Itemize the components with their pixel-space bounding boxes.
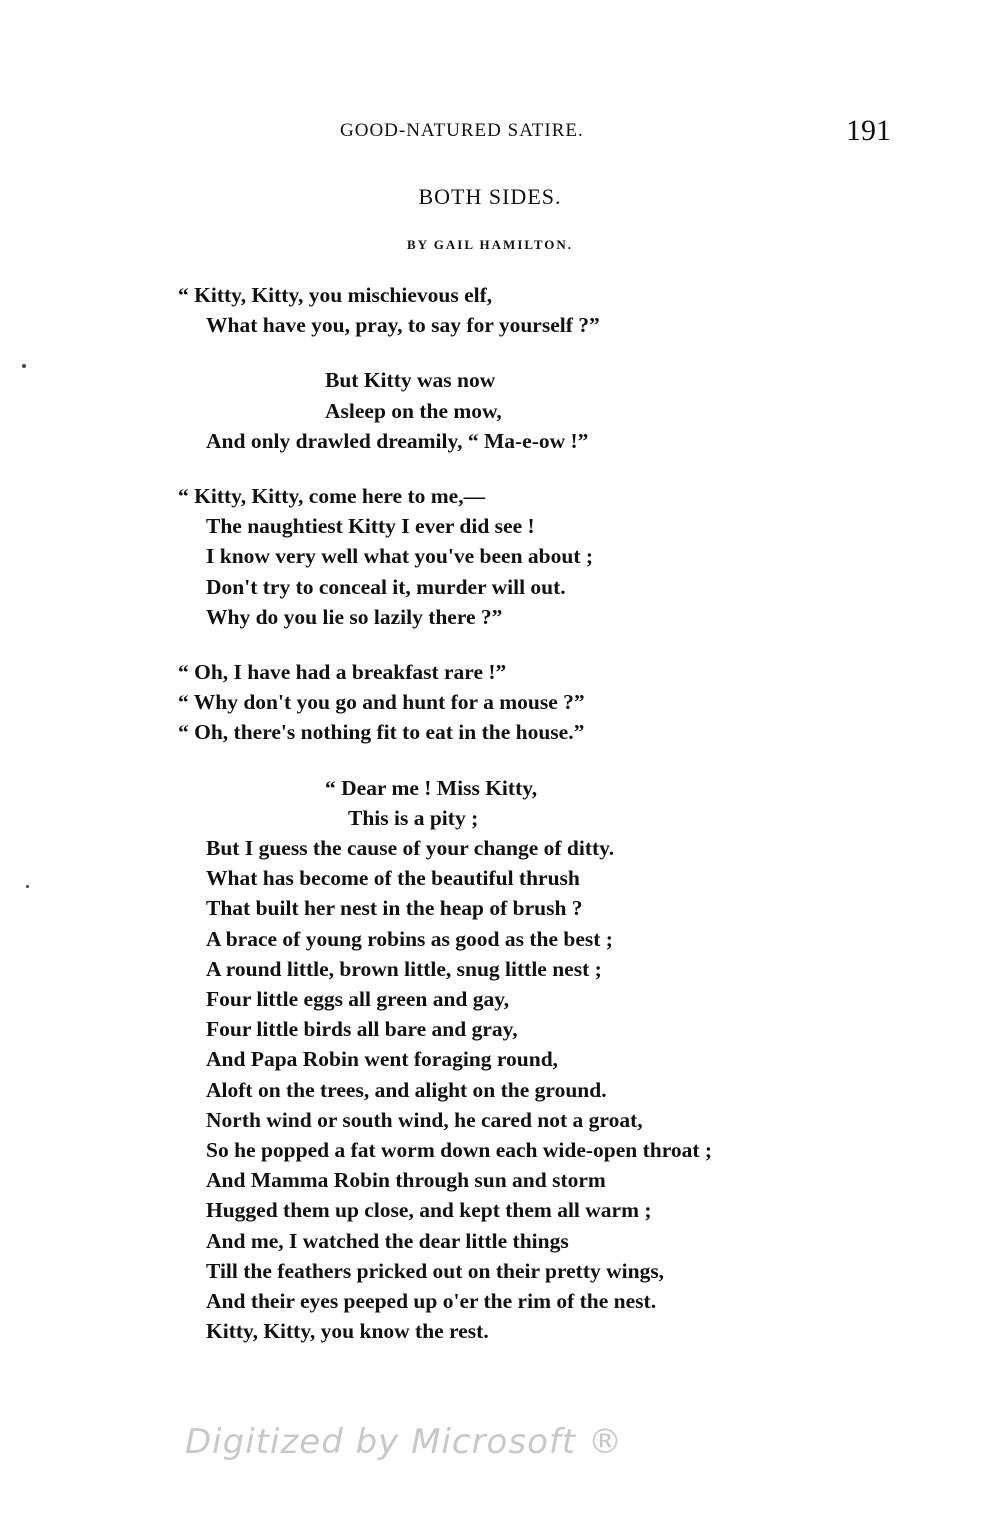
poem-line: Hugged them up close, and kept them all warm ; [206, 1198, 652, 1223]
poem-line: This is a pity ; [348, 805, 479, 830]
page-number: 191 [846, 114, 891, 147]
poem-line: Four little birds all bare and gray, [206, 1017, 518, 1042]
poem-body [178, 280, 878, 1347]
poem-line: And only drawled dreamily, “ Ma-e-ow !” [206, 428, 589, 453]
poem-line: A brace of young robins as good as the best ; [206, 926, 613, 951]
poem-line: What has become of the beautiful thrush [206, 866, 580, 891]
poem-line: “ Dear me ! Miss Kitty, [325, 775, 538, 800]
poem-line: “ Why don't you go and hunt for a mouse ?” [178, 690, 585, 715]
poem-line: What have you, pray, to say for yourself ?” [206, 313, 600, 338]
poem-line: So he popped a fat worm down each wide-open throat ; [206, 1138, 713, 1163]
poem-line: Kitty, Kitty, you know the rest. [206, 1319, 489, 1344]
poem-line: But Kitty was now [325, 368, 496, 393]
poem-line: And Papa Robin went foraging round, [206, 1047, 559, 1072]
poem-byline: BY GAIL HAMILTON. [406, 237, 574, 252]
scan-speck [22, 364, 26, 368]
poem-line: I know very well what you've been about ; [206, 544, 594, 569]
poem-line: “ Oh, I have had a breakfast rare !” [178, 660, 507, 685]
poem-line: Asleep on the mow, [325, 398, 502, 423]
poem-line: But I guess the cause of your change of ditty. [206, 836, 615, 861]
poem-line: “ Kitty, Kitty, come here to me,— [178, 484, 486, 509]
poem-title: BOTH SIDES. [418, 184, 562, 209]
poem-line: “ Kitty, Kitty, you mischievous elf, [178, 283, 493, 307]
poem-line: Aloft on the trees, and alight on the ground. [206, 1077, 607, 1102]
poem-line: Four little eggs all green and gay, [206, 987, 510, 1012]
poem-line: That built her nest in the heap of brush ? [206, 896, 583, 921]
poem-line: And Mamma Robin through sun and storm [206, 1168, 606, 1193]
poem-line: And me, I watched the dear little things [206, 1228, 569, 1253]
poem-line: And their eyes peeped up o'er the rim of the nest. [206, 1289, 657, 1314]
poem-line: A round little, brown little, snug little nest ; [206, 956, 602, 981]
scan-speck [26, 885, 29, 888]
poem-line: Why do you lie so lazily there ?” [206, 604, 503, 629]
digitization-watermark: Digitized by Microsoft ® [185, 1422, 623, 1462]
poem-line: The naughtiest Kitty I ever did see ! [206, 514, 535, 539]
poem-line: “ Oh, there's nothing fit to eat in the house.” [178, 720, 585, 745]
poem-line: Till the feathers pricked out on their pretty wings, [206, 1258, 665, 1283]
running-head: GOOD-NATURED SATIRE. [340, 120, 584, 141]
poem-line: Don't try to conceal it, murder will out. [206, 574, 566, 599]
poem-line: North wind or south wind, he cared not a groat, [206, 1107, 643, 1132]
